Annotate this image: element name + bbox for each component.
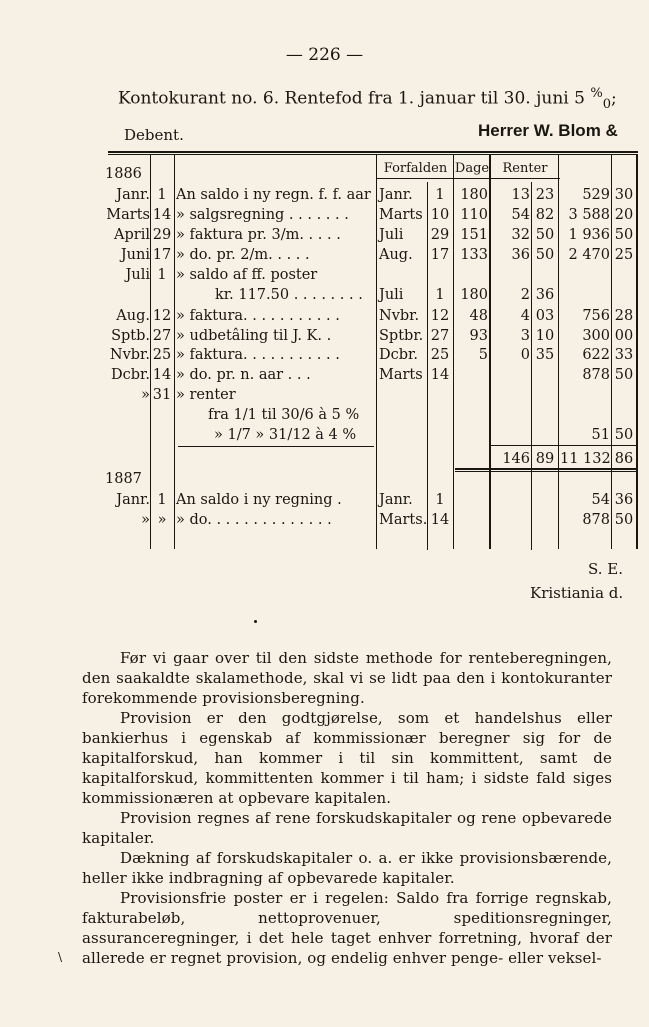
ledger-cell-text: » faktura. . . . . . . . . . . (176, 308, 340, 324)
header-renter: Renter (502, 161, 548, 176)
ledger-cell-forf-d: 1 (435, 187, 445, 203)
ledger-cell-a2: 33 (614, 347, 634, 363)
ledger-cell-text: fra 1/1 til 30/6 à 5 % (208, 407, 360, 423)
title-percent: % (590, 86, 603, 101)
ledger-cell-date-m: Dcbr. (111, 367, 150, 383)
ledger-cell-date-m: 1886 (105, 166, 142, 182)
ledger-cell-r1: 32 (511, 227, 530, 243)
ledger-cell-a1: 878 (582, 367, 610, 383)
ledger-cell-r2: 35 (535, 347, 555, 363)
ledger-cell-date-m: Aug. (116, 308, 150, 324)
header-forfalden: Forfalden (383, 161, 448, 176)
ledger-cell-a1: 529 (582, 187, 610, 203)
ledger-cell-text: » faktura pr. 3/m. . . . . (176, 227, 341, 243)
ledger-cell-r2: 82 (535, 207, 555, 223)
title-percent-sub: 0 (602, 97, 611, 113)
ledger-cell-a2: 30 (614, 187, 634, 203)
paragraph: Provision er den godtgjørelse, som et handelshus eller bankierhus i egenskab af kommissionær beregner sig for de kapitalforskud, han kommer i til sin kommittent, samt de kapitalforskud, kommittenten kommer i til ham; i sidste fald siges kommissionæren at opbevare kapitalen. (82, 709, 612, 807)
ledger-cell-date-d: 14 (152, 367, 172, 383)
ledger-cell-a1: 51 (591, 427, 610, 443)
body-text (82, 648, 612, 968)
ledger-cell-date-d: 31 (152, 387, 172, 403)
ledger-cell-a2: 36 (614, 492, 634, 508)
ledger-cell-dage: 180 (460, 187, 488, 203)
ledger-cell-forf-d: 25 (430, 347, 450, 363)
ledger-rule (376, 154, 377, 549)
ledger-rule (455, 471, 637, 472)
ledger-cell-r2: 10 (535, 328, 555, 344)
ledger-cell-r1: 0 (520, 347, 530, 363)
ledger-cell-date-d: 1 (157, 492, 167, 508)
ledger-cell-date-m: Marts (106, 207, 150, 223)
ledger-rule (531, 182, 532, 550)
ledger-cell-date-m: 1887 (105, 471, 142, 487)
ledger-cell-text: » saldo af ff. poster (176, 267, 318, 283)
ledger-cell-date-d: 14 (152, 207, 172, 223)
ledger-cell-a2: 50 (614, 512, 634, 528)
ledger-cell-date-m: April (114, 227, 150, 243)
ledger-cell-text: » do. . . . . . . . . . . . . . (176, 512, 332, 528)
ledger-rule (489, 154, 491, 549)
ledger-cell-dage: 5 (478, 347, 488, 363)
ledger-cell-date-d: 12 (152, 308, 172, 324)
ledger-cell-text: » renter (176, 387, 236, 403)
ledger-cell-r1: 2 (520, 287, 530, 303)
ledger-cell-forf-m: Nvbr. (379, 308, 420, 324)
herrer-label: Herrer W. Blom & (478, 121, 618, 140)
ledger-cell-text: » faktura. . . . . . . . . . . (176, 347, 340, 363)
ledger-cell-a1: 878 (582, 512, 610, 528)
ledger-cell-forf-m: Juli (379, 287, 404, 303)
ledger-cell-forf-d: 1 (435, 492, 445, 508)
ledger-cell-r2: 50 (535, 247, 555, 263)
ledger-cell-dage: 93 (469, 328, 488, 344)
ledger-rule (455, 468, 637, 470)
title-tail: ; (611, 88, 617, 109)
header-dage: Dage (454, 161, 490, 176)
ledger-rule (178, 446, 374, 447)
ledger-cell-forf-d: 1 (435, 287, 445, 303)
ledger-cell-date-d: » (157, 512, 167, 528)
paragraph: Provision regnes af rene forskudskapitaler og rene opbevarede kapitaler. (82, 809, 612, 847)
ledger-cell-forf-m: Marts (379, 367, 423, 383)
paragraph: Provisionsfrie poster er i regelen: Saldo fra forrige regnskab, fakturabeløb, nettoprovenuer, speditionsregninger, assuranceregninger, i det hele taget enhver forretning, hvoraf der allerede er regnet provision, og endelig enhver penge- eller veksel- (82, 889, 612, 967)
footer-initials: S. E. (588, 560, 623, 578)
ledger-rule (108, 151, 638, 153)
ledger-cell-dage: 180 (460, 287, 488, 303)
ledger-cell-r1: 13 (511, 187, 530, 203)
ledger-rule (489, 445, 637, 446)
ledger-cell-r1: 4 (520, 308, 530, 324)
ledger-rule (174, 154, 175, 549)
ledger-cell-date-d: 1 (157, 267, 167, 283)
ledger-cell-r1: 54 (511, 207, 530, 223)
ledger-cell-r2: 36 (535, 287, 555, 303)
ledger-cell-a2: 28 (614, 308, 634, 324)
ledger-cell-a2: 50 (614, 227, 634, 243)
ledger-cell-date-d: 25 (152, 347, 172, 363)
ledger-cell-text: » do. pr. 2/m. . . . . (176, 247, 310, 263)
ledger-cell-forf-d: 27 (430, 328, 450, 344)
ink-dot (254, 620, 257, 623)
ledger-cell-date-m: Janr. (116, 187, 150, 203)
ledger-cell-date-d: 17 (152, 247, 172, 263)
ledger-cell-a1: 11 132 (560, 451, 611, 467)
ledger-cell-a1: 622 (582, 347, 610, 363)
ledger-rule (150, 154, 151, 549)
paragraph: Dækning af forskudskapitaler o. a. er ikke provisionsbærende, heller ikke indbragning af opbevarede kapitaler. (82, 849, 612, 887)
ledger-cell-date-m: Sptb. (111, 328, 150, 344)
footer-place: Kristiania d. (530, 584, 624, 602)
ledger-cell-forf-m: Dcbr. (379, 347, 418, 363)
ledger-rule (377, 178, 560, 179)
ledger-cell-a1: 1 936 (568, 227, 610, 243)
ledger-cell-text: kr. 117.50 . . . . . . . . (215, 287, 363, 303)
ledger-cell-forf-m: Juli (379, 227, 404, 243)
ledger-cell-forf-d: 12 (430, 308, 450, 324)
ledger-rule (427, 182, 428, 550)
ledger-cell-text: » salgsregning . . . . . . . (176, 207, 349, 223)
ledger-cell-date-d: 29 (152, 227, 172, 243)
ledger-cell-dage: 110 (460, 207, 488, 223)
ledger-cell-r2: 89 (535, 451, 555, 467)
ledger-cell-date-m: Juni (120, 247, 150, 263)
ledger-cell-forf-d: 10 (430, 207, 450, 223)
ledger-cell-dage: 151 (460, 227, 488, 243)
ledger-cell-forf-m: Aug. (379, 247, 413, 263)
ledger-cell-date-m: Janr. (116, 492, 150, 508)
ledger-cell-dage: 48 (469, 308, 488, 324)
ledger-cell-a2: 50 (614, 367, 634, 383)
title-main: Kontokurant no. 6. Rentefod fra 1. januar til 30. juni 5 (118, 88, 585, 109)
paragraph: Før vi gaar over til den sidste methode for renteberegningen, den saakaldte skalamethode, skal vi se lidt paa den i kontokuranter forekommende provisionsberegning. (82, 649, 612, 707)
ledger-cell-a1: 300 (582, 328, 610, 344)
ledger-rule (611, 154, 612, 549)
ledger-cell-r2: 50 (535, 227, 555, 243)
ledger-rule (453, 154, 454, 549)
ledger-cell-r1: 36 (511, 247, 530, 263)
ledger-cell-r2: 03 (535, 308, 555, 324)
ledger-cell-r1: 146 (502, 451, 530, 467)
ledger-rule (558, 154, 559, 549)
ledger-cell-a2: 25 (614, 247, 634, 263)
ledger-cell-forf-m: Janr. (379, 187, 413, 203)
ledger-cell-a2: 20 (614, 207, 634, 223)
ledger-cell-date-m: Nvbr. (109, 347, 150, 363)
ledger-cell-r2: 23 (535, 187, 555, 203)
ledger-cell-forf-d: 14 (430, 512, 450, 528)
ledger-cell-date-m: Juli (125, 267, 150, 283)
ledger-cell-text: » do. pr. n. aar . . . (176, 367, 311, 383)
ledger-cell-a1: 3 588 (568, 207, 610, 223)
debent-label: Debent. (124, 126, 184, 144)
ledger-cell-a1: 2 470 (568, 247, 610, 263)
ledger-cell-forf-m: Janr. (379, 492, 413, 508)
page-number: — 226 — (285, 45, 364, 65)
ledger-cell-forf-d: 29 (430, 227, 450, 243)
ledger-cell-date-d: 27 (152, 328, 172, 344)
ledger-cell-text: » 1/7 » 31/12 à 4 % (214, 427, 357, 443)
ledger-cell-text: An saldo i ny regn. f. f. aar (176, 187, 371, 203)
ledger-cell-a2: 00 (614, 328, 634, 344)
ledger-cell-r1: 3 (520, 328, 530, 344)
ledger-cell-dage: 133 (460, 247, 488, 263)
ledger-cell-forf-m: Marts. (379, 512, 428, 528)
ledger-cell-forf-d: 17 (430, 247, 450, 263)
ledger-cell-text: » udbetâling til J. K. . (176, 328, 332, 344)
ledger-cell-a1: 756 (582, 308, 610, 324)
ledger-cell-date-m: » (141, 512, 150, 528)
ink-mark: \ (58, 950, 63, 964)
ledger-cell-a2: 86 (614, 451, 634, 467)
ledger-cell-text: An saldo i ny regning . (176, 492, 342, 508)
ledger-cell-a1: 54 (591, 492, 610, 508)
ledger-cell-forf-m: Sptbr. (379, 328, 424, 344)
ledger-cell-a2: 50 (614, 427, 634, 443)
ledger-rule (636, 154, 638, 549)
ledger-cell-date-d: 1 (157, 187, 167, 203)
ledger-cell-forf-d: 14 (430, 367, 450, 383)
ledger-cell-date-m: » (141, 387, 150, 403)
ledger-cell-forf-m: Marts (379, 207, 423, 223)
